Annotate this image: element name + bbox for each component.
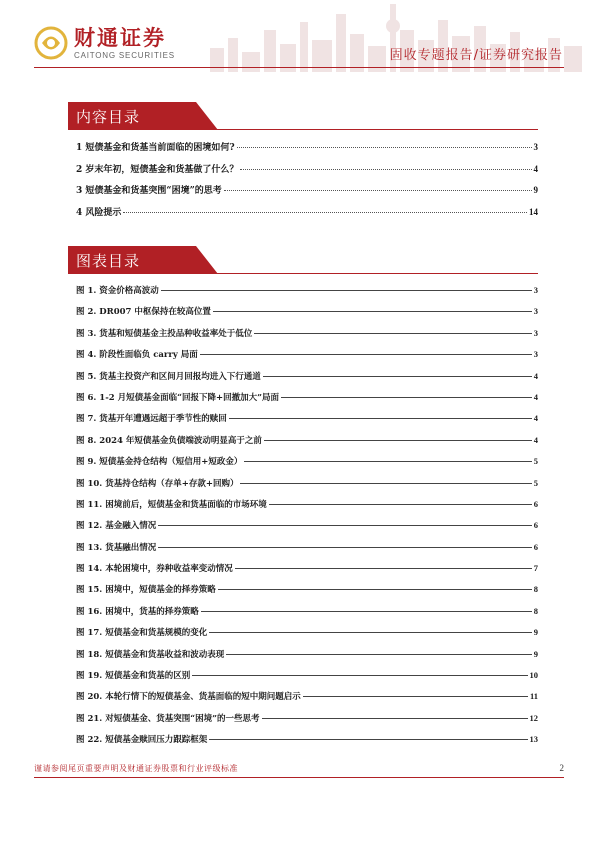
figure-entry[interactable] xyxy=(76,348,538,369)
leader-dots xyxy=(218,589,532,590)
toc-entry[interactable] xyxy=(76,162,538,184)
figure-entry[interactable] xyxy=(76,284,538,305)
figure-entry-label: 图 15. 困境中，短债基金的择券策略 xyxy=(76,585,216,596)
figure-entry-label: 图 21. 对短债基金、货基突围“困境”的一些思考 xyxy=(76,713,260,724)
header-divider xyxy=(34,67,564,68)
leader-dots xyxy=(237,147,532,148)
toc-banner xyxy=(68,102,538,130)
leader-dots xyxy=(201,611,532,612)
figure-entry-label: 图 13. 货基融出情况 xyxy=(76,542,157,553)
toc-entry-label: 1 短债基金和货基当前面临的困境如何? xyxy=(76,143,235,153)
figure-entry-page: 10 xyxy=(529,670,538,681)
leader-dots xyxy=(263,376,532,377)
figure-entry-label: 图 11. 困境前后，短债基金和货基面临的市场环境 xyxy=(76,499,267,510)
figure-entry-page: 12 xyxy=(529,712,538,723)
figure-entry-label: 图 1. 资金价格高波动 xyxy=(76,286,159,296)
figure-entry-label: 图 2. DR007 中枢保持在较高位置 xyxy=(76,307,211,318)
figure-entry[interactable] xyxy=(76,541,538,562)
leader-dots xyxy=(158,525,532,526)
figure-entry-page: 9 xyxy=(533,627,538,638)
figure-entry-label: 图 7. 货基开年遭遇远超于季节性的赎回 xyxy=(76,414,227,425)
figure-entry-page: 4 xyxy=(533,434,538,445)
figure-list-banner xyxy=(68,246,538,274)
leader-dots xyxy=(229,418,532,419)
footer-disclaimer: 谨请参阅尾页重要声明及财通证券股票和行业评级标准 xyxy=(34,764,238,773)
figure-entry[interactable] xyxy=(76,305,538,326)
figure-entry-label: 图 12. 基金融入情况 xyxy=(76,521,157,532)
logo-mark-icon xyxy=(34,26,68,60)
figure-entry[interactable] xyxy=(76,583,538,604)
leader-dots xyxy=(244,461,531,462)
figure-entry-page: 3 xyxy=(533,327,538,338)
figure-entry-page: 8 xyxy=(533,605,538,616)
leader-dots xyxy=(161,290,532,291)
leader-dots xyxy=(235,568,532,569)
toc-entry-label: 2 岁末年初，短债基金和货基做了什么？ xyxy=(76,164,239,175)
toc-list xyxy=(76,140,538,226)
figure-entry-page: 11 xyxy=(529,691,538,702)
figure-entry-page: 4 xyxy=(533,370,538,381)
leader-dots xyxy=(158,547,532,548)
figure-entry-label: 图 8. 2024 年短债基金负债端波动明显高于之前 xyxy=(76,435,262,446)
figure-entry[interactable] xyxy=(76,669,538,690)
figure-entry[interactable] xyxy=(76,519,538,540)
figure-entry-label: 图 6. 1-2 月短债基金面临“回报下降+回撤加大”局面 xyxy=(76,392,280,403)
toc-entry[interactable] xyxy=(76,205,538,227)
figure-entry-page: 6 xyxy=(533,520,538,531)
leader-dots xyxy=(281,397,532,398)
company-logo xyxy=(34,26,175,60)
figure-entry-label: 图 19. 短债基金和货基的区别 xyxy=(76,671,191,682)
figure-entry-label: 图 4. 阶段性面临负 carry 局面 xyxy=(76,350,198,361)
page-header xyxy=(0,0,595,80)
figure-entry[interactable] xyxy=(76,327,538,348)
figure-entry-label: 图 5. 货基主投资产和区间月回报均进入下行通道 xyxy=(76,371,261,382)
leader-dots xyxy=(226,654,532,655)
leader-dots xyxy=(192,675,527,676)
figure-entry-page: 6 xyxy=(533,498,538,509)
toc-entry[interactable] xyxy=(76,183,538,205)
figure-entry-label: 图 20. 本轮行情下的短债基金、货基面临的短中期问题启示 xyxy=(76,692,301,703)
figure-entry-label: 图 22. 短债基金赎回压力跟踪框架 xyxy=(76,735,208,746)
figure-entry-label: 图 10. 货基持仓结构（存单+存款+回购） xyxy=(76,478,239,489)
figure-list-title: 图表目录 xyxy=(76,252,141,270)
figure-entry-page: 3 xyxy=(533,285,538,295)
figure-entry[interactable] xyxy=(76,498,538,519)
figure-entry[interactable] xyxy=(76,391,538,412)
figure-entry-page: 4 xyxy=(533,391,538,402)
leader-dots xyxy=(224,190,532,191)
figure-entry-label: 图 16. 困境中，货基的择券策略 xyxy=(76,606,199,617)
leader-dots xyxy=(303,696,528,697)
leader-dots xyxy=(213,311,532,312)
figure-entry[interactable] xyxy=(76,690,538,711)
figure-banner-rule xyxy=(68,273,538,274)
toc-banner-rule xyxy=(68,129,538,130)
figure-entry-page: 3 xyxy=(533,349,538,360)
figure-entry[interactable] xyxy=(76,455,538,476)
toc-entry-page: 9 xyxy=(533,185,538,195)
leader-dots xyxy=(123,212,527,213)
figure-entry[interactable] xyxy=(76,562,538,583)
toc-title: 内容目录 xyxy=(76,108,141,126)
figure-entry-label: 图 17. 短债基金和货基规模的变化 xyxy=(76,628,208,639)
toc-entry-page: 14 xyxy=(529,206,538,217)
figure-entry[interactable] xyxy=(76,434,538,455)
logo-english-name: CAITONG SECURITIES xyxy=(74,50,175,60)
figure-entry[interactable] xyxy=(76,712,538,733)
toc-entry[interactable] xyxy=(76,140,538,162)
leader-dots xyxy=(264,440,532,441)
figure-entry-page: 7 xyxy=(533,563,538,574)
footer-divider xyxy=(34,777,564,778)
figure-entry-page: 6 xyxy=(533,541,538,552)
figure-entry-page: 13 xyxy=(529,734,538,745)
figure-entry-page: 5 xyxy=(533,477,538,488)
figure-entry-label: 图 18. 短债基金和货基收益和波动表现 xyxy=(76,649,225,660)
figure-entry[interactable] xyxy=(76,605,538,626)
figure-entry-page: 8 xyxy=(533,584,538,595)
toc-entry-label: 3 短债基金和货基突围“困境”的思考 xyxy=(76,186,222,196)
figure-entry[interactable] xyxy=(76,733,538,754)
figure-entry-label: 图 14. 本轮困境中，券种收益率变动情况 xyxy=(76,564,233,575)
figure-entry[interactable] xyxy=(76,648,538,669)
leader-dots xyxy=(269,504,532,505)
figure-entry-page: 9 xyxy=(533,648,538,659)
leader-dots xyxy=(240,169,531,170)
figure-entry-page: 3 xyxy=(533,306,538,317)
leader-dots xyxy=(209,632,532,633)
toc-entry-page: 4 xyxy=(533,163,538,174)
leader-dots xyxy=(209,739,527,740)
toc-entry-label: 4 风险提示 xyxy=(76,207,122,218)
figure-entry[interactable] xyxy=(76,626,538,647)
leader-dots xyxy=(254,333,531,334)
report-type-label: 固收专题报告/证券研究报告 xyxy=(389,48,563,63)
logo-chinese-name: 财通证券 xyxy=(74,25,166,50)
figure-list xyxy=(76,284,538,755)
page-number: 2 xyxy=(559,763,564,773)
toc-entry-page: 3 xyxy=(533,142,538,152)
leader-dots xyxy=(240,483,531,484)
leader-dots xyxy=(200,354,532,355)
leader-dots xyxy=(262,718,528,719)
figure-entry-label: 图 9. 短债基金持仓结构（短信用+短政金） xyxy=(76,457,243,468)
figure-entry[interactable] xyxy=(76,370,538,391)
figure-entry[interactable] xyxy=(76,412,538,433)
figure-entry-page: 4 xyxy=(533,413,538,424)
figure-entry[interactable] xyxy=(76,477,538,498)
figure-entry-label: 图 3. 货基和短债基金主投品种收益率处于低位 xyxy=(76,328,253,339)
figure-entry-page: 5 xyxy=(533,456,538,467)
